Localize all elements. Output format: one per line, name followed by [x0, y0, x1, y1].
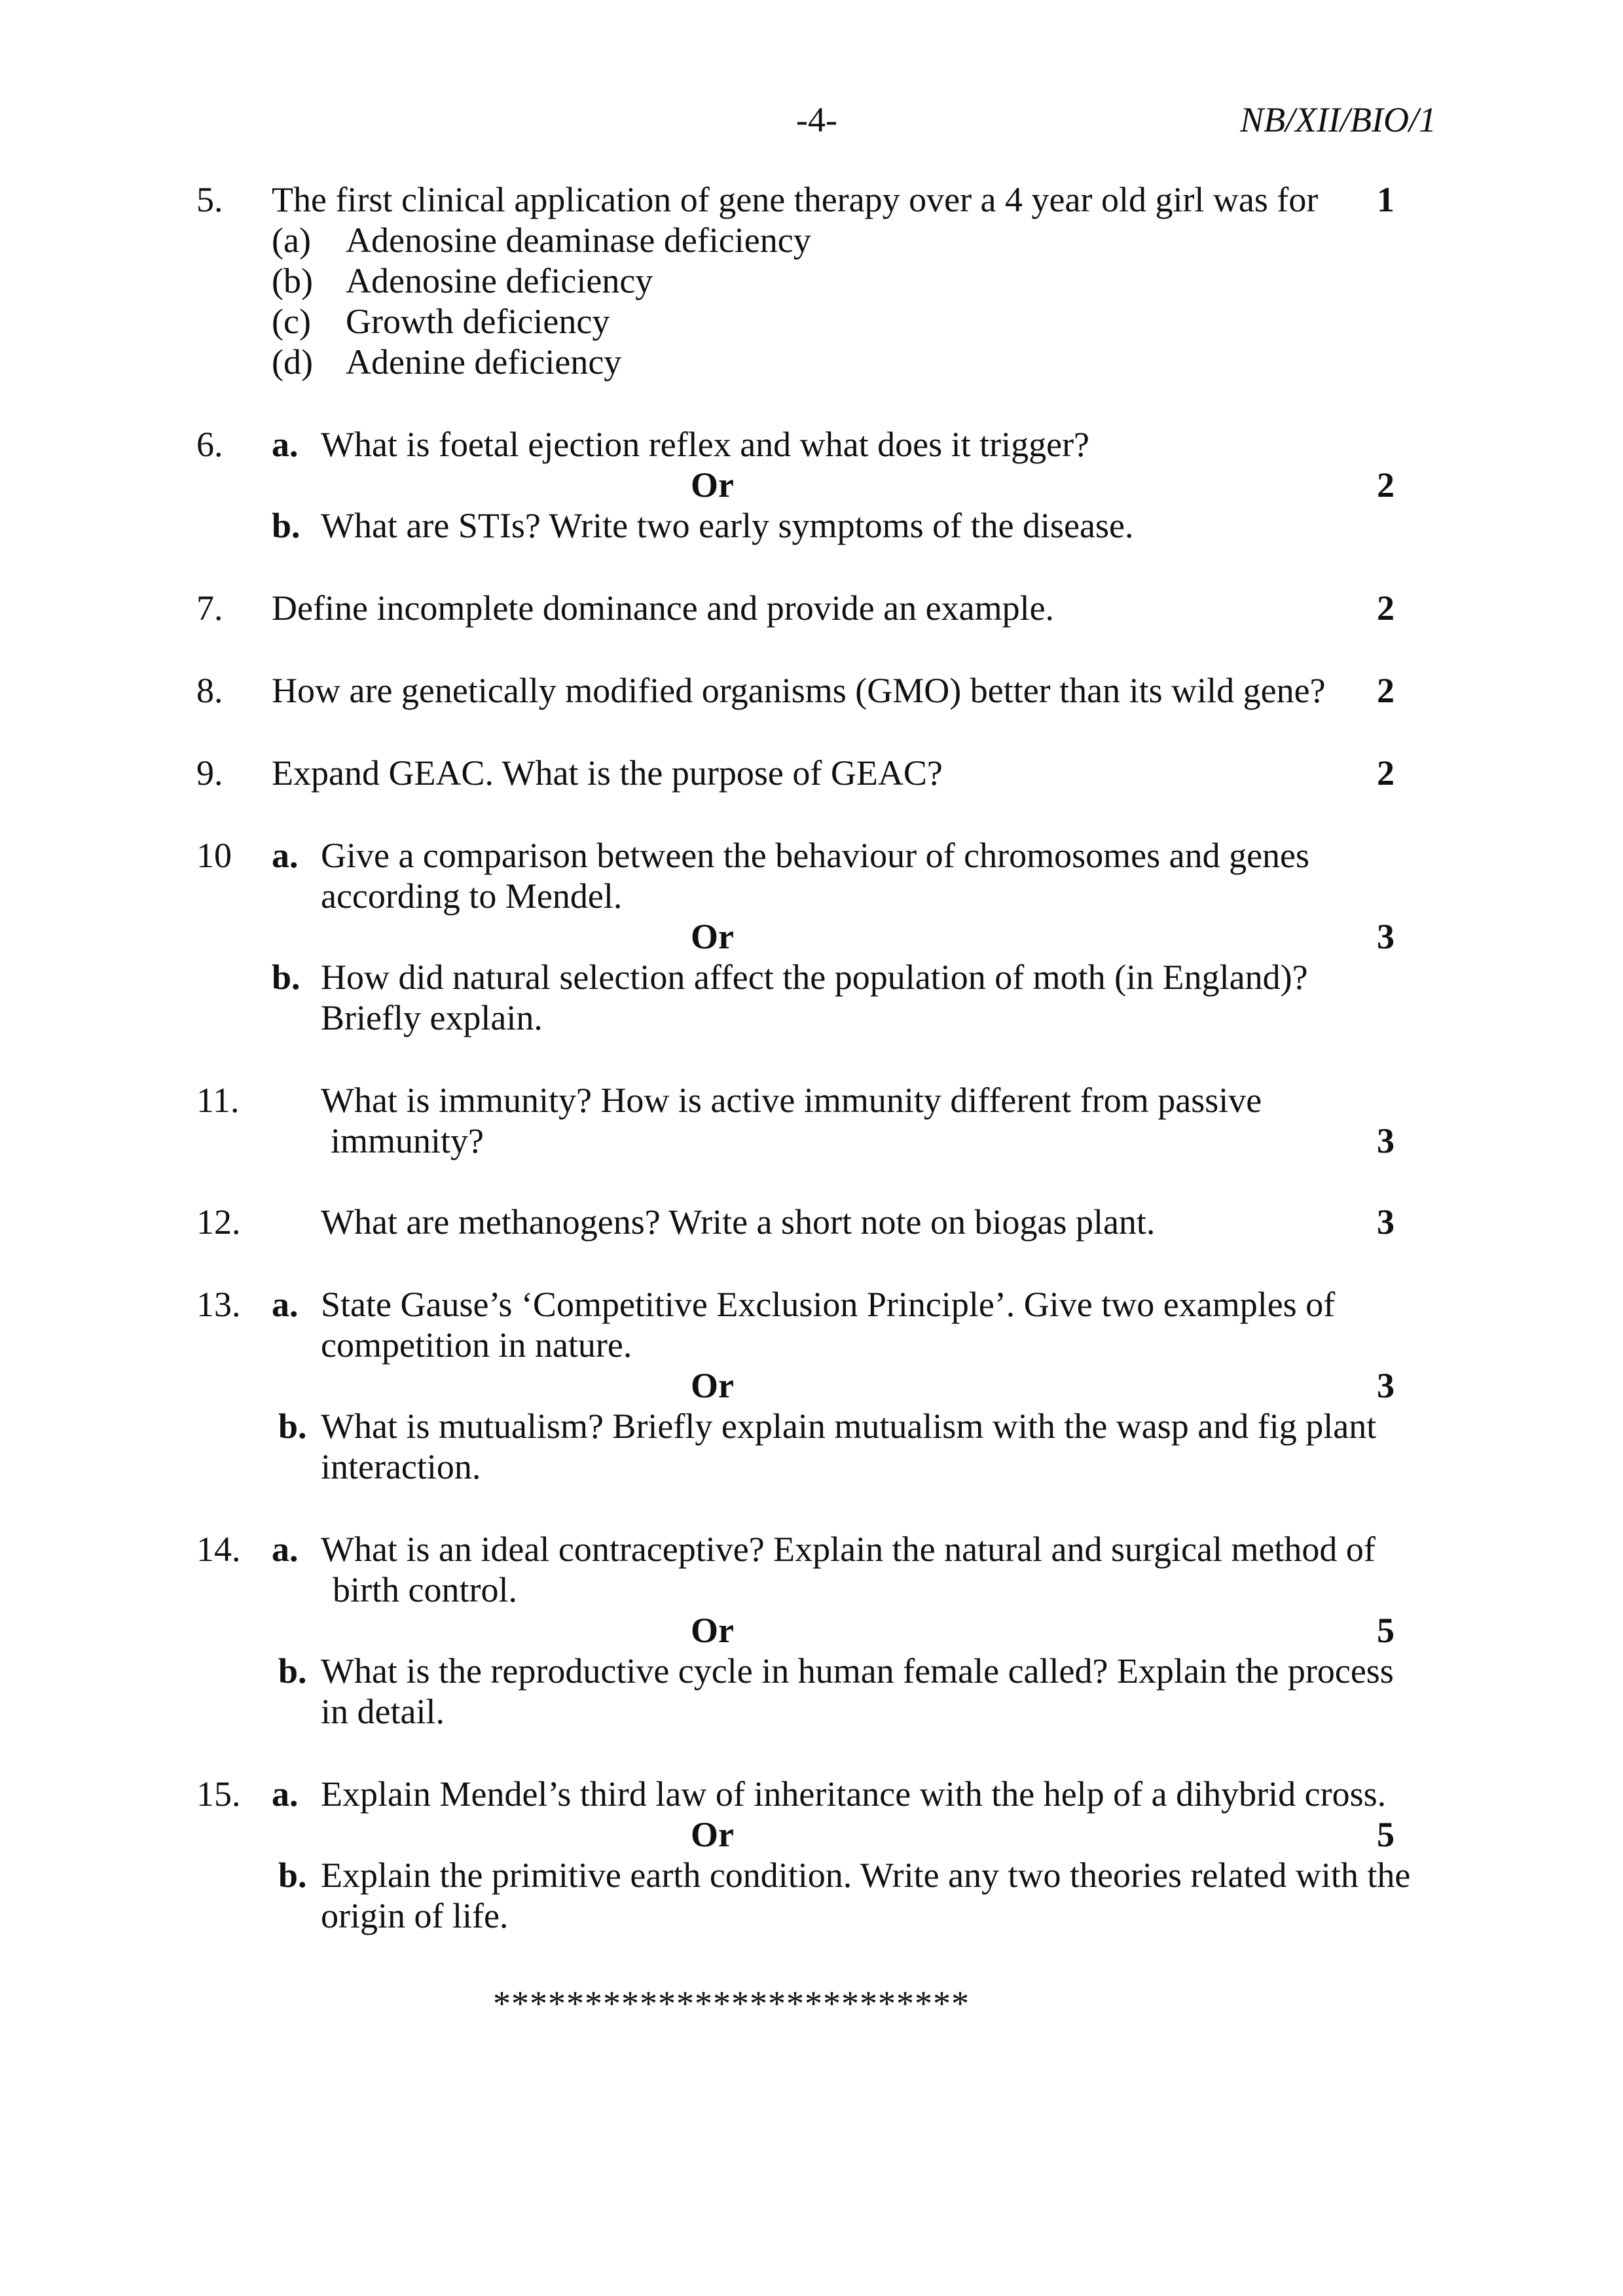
marks: 2	[1377, 671, 1395, 710]
part-b-label: b.	[272, 506, 301, 545]
marks: 3	[1377, 1202, 1395, 1242]
or-separator: Or	[691, 917, 734, 956]
option-label: (b)	[272, 261, 313, 300]
part-b-text: How did natural selection affect the population of moth (in England)?	[321, 958, 1308, 997]
part-b-text: What is mutualism? Briefly explain mutualism with the wasp and fig plant	[321, 1407, 1377, 1446]
option-label: (d)	[272, 342, 313, 382]
question-number: 8.	[196, 671, 223, 710]
question-number: 14.	[196, 1530, 241, 1569]
page-number: -4-	[796, 100, 837, 139]
question-number: 5.	[196, 180, 223, 219]
or-separator: Or	[691, 1366, 734, 1405]
question-number: 10	[196, 836, 232, 875]
part-a-text: according to Mendel.	[321, 876, 623, 916]
part-a-text: competition in nature.	[321, 1325, 632, 1365]
part-a-text: Give a comparison between the behaviour of chromosomes and genes	[321, 836, 1310, 875]
marks: 2	[1377, 465, 1395, 505]
part-a-text: What is an ideal contraceptive? Explain the natural and surgical method of	[321, 1530, 1376, 1569]
option-text: Adenine deficiency	[346, 342, 622, 382]
question-number: 12.	[196, 1202, 241, 1242]
part-a-label: a.	[272, 1285, 299, 1324]
part-b-label: b.	[278, 1651, 307, 1691]
option-text: Adenosine deaminase deficiency	[346, 221, 811, 260]
question-number: 11.	[196, 1081, 240, 1120]
or-separator: Or	[691, 1815, 734, 1854]
part-b-text: in detail.	[321, 1692, 445, 1731]
marks: 3	[1377, 917, 1395, 956]
part-b-text: interaction.	[321, 1447, 481, 1486]
part-a-text: birth control.	[333, 1570, 517, 1609]
question-text: What is immunity? How is active immunity different from passive	[321, 1081, 1262, 1120]
question-number: 13.	[196, 1285, 241, 1324]
part-b-text: What is the reproductive cycle in human female called? Explain the process	[321, 1651, 1394, 1691]
question-text: immunity?	[331, 1121, 484, 1160]
or-separator: Or	[691, 465, 734, 505]
question-text: The first clinical application of gene therapy over a 4 year old girl was for	[272, 180, 1319, 219]
question-text: How are genetically modified organisms (GMO) better than its wild gene?	[272, 671, 1326, 710]
or-separator: Or	[691, 1611, 734, 1650]
part-b-label: b.	[278, 1856, 307, 1895]
marks: 2	[1377, 588, 1395, 628]
option-label: (a)	[272, 221, 311, 260]
marks: 5	[1377, 1611, 1395, 1650]
part-b-text: Briefly explain.	[321, 998, 543, 1037]
marks: 3	[1377, 1366, 1395, 1405]
part-a-label: a.	[272, 425, 299, 464]
part-a-text: State Gause’s ‘Competitive Exclusion Principle’. Give two examples of	[321, 1285, 1336, 1324]
part-a-label: a.	[272, 836, 299, 875]
part-b-text: origin of life.	[321, 1896, 509, 1935]
part-b-text: What are STIs? Write two early symptoms of the disease.	[321, 506, 1134, 545]
part-b-label: b.	[272, 958, 301, 997]
part-a-text: Explain Mendel’s third law of inheritance with the help of a dihybrid cross.	[321, 1774, 1387, 1814]
marks: 1	[1377, 180, 1395, 219]
question-number: 15.	[196, 1774, 241, 1814]
question-text: Expand GEAC. What is the purpose of GEAC?	[272, 753, 943, 793]
part-a-label: a.	[272, 1774, 299, 1814]
paper-code: NB/XII/BIO/1	[1240, 100, 1436, 139]
part-a-text: What is foetal ejection reflex and what does it trigger?	[321, 425, 1090, 464]
option-text: Adenosine deficiency	[346, 261, 653, 300]
question-text: What are methanogens? Write a short note on biogas plant.	[321, 1202, 1156, 1242]
end-of-paper-stars: **************************	[493, 1984, 970, 2023]
marks: 2	[1377, 753, 1395, 793]
question-number: 9.	[196, 753, 223, 793]
option-label: (c)	[272, 302, 311, 341]
marks: 5	[1377, 1815, 1395, 1854]
marks: 3	[1377, 1121, 1395, 1160]
option-text: Growth deficiency	[346, 302, 610, 341]
part-b-label: b.	[278, 1407, 307, 1446]
question-number: 7.	[196, 588, 223, 628]
question-number: 6.	[196, 425, 223, 464]
question-text: Define incomplete dominance and provide an example.	[272, 588, 1055, 628]
part-b-text: Explain the primitive earth condition. Write any two theories related with the	[321, 1856, 1411, 1895]
part-a-label: a.	[272, 1530, 299, 1569]
